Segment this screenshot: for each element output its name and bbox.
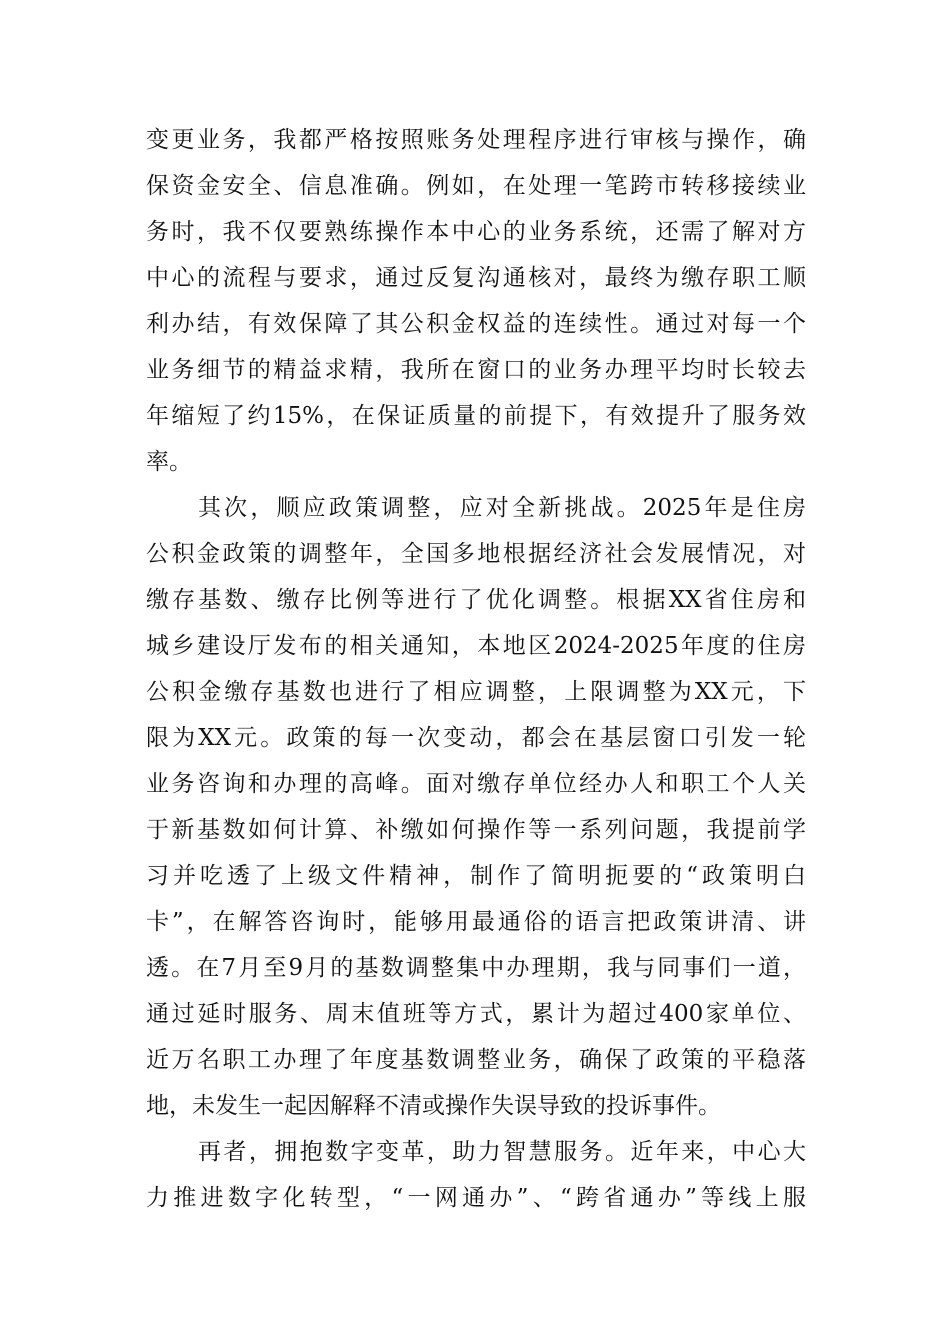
text-line: 业务咨询和办理的高峰。面对缴存单位经办人和职工个人关 [146,771,806,797]
text-line: 卡”，在解答咨询时，能够用最通俗的语言把政策讲清、讲 [146,909,806,935]
text-line: 变更业务，我都严格按照账务处理程序进行审核与操作，确 [146,127,806,153]
text-line: 透。在7月至9月的基数调整集中办理期，我与同事们一道， [146,955,806,981]
paragraph-first-line: 再者，拥抱数字变革，助力智慧服务。近年来，中心大 [198,1139,806,1165]
text-line: 利办结，有效保障了其公积金权益的连续性。通过对每一个 [146,311,806,337]
text-line: 年缩短了约15%，在保证质量的前提下，有效提升了服务效 [146,403,806,429]
text-line: 业务细节的精益求精，我所在窗口的业务办理平均时长较去 [146,357,806,383]
text-line: 公积金缴存基数也进行了相应调整，上限调整为XX元，下 [146,679,806,705]
text-line: 近万名职工办理了年度基数调整业务，确保了政策的平稳落 [146,1047,806,1073]
paragraph-first-line: 其次，顺应政策调整，应对全新挑战。2025年是住房 [198,495,806,521]
text-line: 务时，我不仅要熟练操作本中心的业务系统，还需了解对方 [146,219,806,245]
text-line: 力推进数字化转型，“一网通办”、“跨省通办”等线上服 [146,1185,806,1211]
text-line: 习并吃透了上级文件精神，制作了简明扼要的“政策明白 [146,863,806,889]
text-line: 城乡建设厅发布的相关通知，本地区2024-2025年度的住房 [146,633,806,659]
text-line: 限为XX元。政策的每一次变动，都会在基层窗口引发一轮 [146,725,806,751]
text-line: 中心的流程与要求，通过反复沟通核对，最终为缴存职工顺 [146,265,806,291]
text-line: 率。 [146,449,192,475]
text-line: 缴存基数、缴存比例等进行了优化调整。根据XX省住房和 [146,587,806,613]
text-line: 地，未发生一起因解释不清或操作失误导致的投诉事件。 [146,1093,721,1119]
text-line: 通过延时服务、周末值班等方式，累计为超过400家单位、 [146,1001,806,1027]
text-line: 于新基数如何计算、补缴如何操作等一系列问题，我提前学 [146,817,806,843]
text-line: 保资金安全、信息准确。例如，在处理一笔跨市转移接续业 [146,173,806,199]
text-line: 公积金政策的调整年，全国多地根据经济社会发展情况，对 [146,541,806,567]
